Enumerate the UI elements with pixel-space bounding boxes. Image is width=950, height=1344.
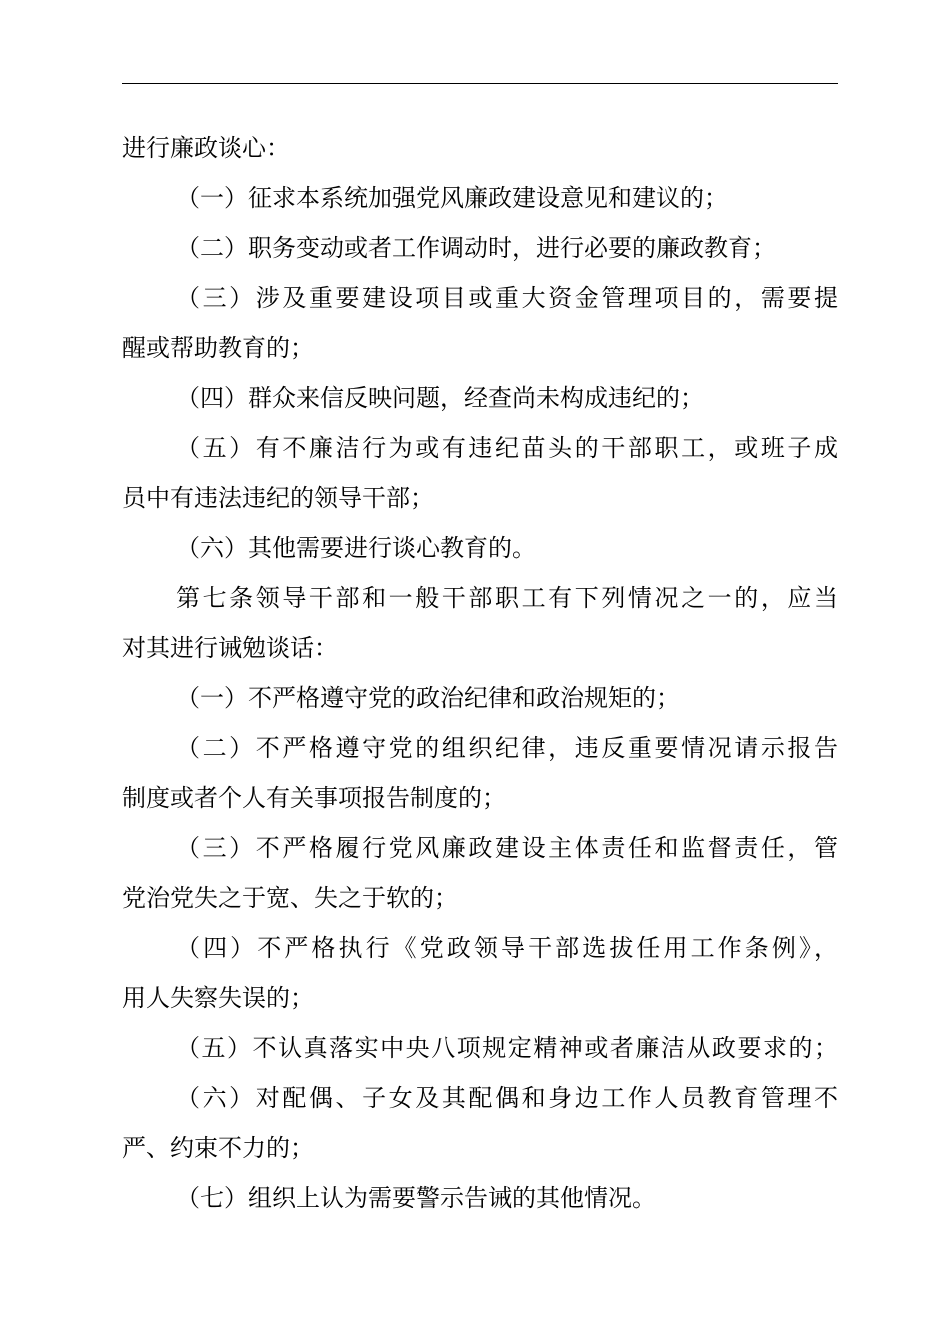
text-line: 员中有违法违纪的领导干部；	[122, 484, 434, 512]
text-line: （六）其他需要进行谈心教育的。	[176, 534, 536, 562]
text-line: （四）群众来信反映问题，经查尚未构成违纪的；	[176, 384, 704, 412]
text-line: 党治党失之于宽、失之于软的；	[122, 884, 458, 912]
text-line: （三）不严格履行党风廉政建设主体责任和监督责任，管	[176, 834, 838, 862]
text-line: （三）涉及重要建设项目或重大资金管理项目的，需要提	[176, 284, 838, 312]
text-line: （四）不严格执行《党政领导干部选拔任用工作条例》，	[176, 934, 838, 962]
text-line: （五）有不廉洁行为或有违纪苗头的干部职工，或班子成	[176, 434, 838, 462]
text-line: 第七条领导干部和一般干部职工有下列情况之一的，应当	[176, 584, 838, 612]
text-line: 用人失察失误的；	[122, 984, 314, 1012]
text-line: 对其进行诫勉谈话：	[122, 634, 338, 662]
text-line: 醒或帮助教育的；	[122, 334, 314, 362]
text-line: （五）不认真落实中央八项规定精神或者廉洁从政要求的；	[176, 1034, 838, 1062]
text-line: 严、约束不力的；	[122, 1134, 314, 1162]
text-line: 制度或者个人有关事项报告制度的；	[122, 784, 506, 812]
text-line: （二）职务变动或者工作调动时，进行必要的廉政教育；	[176, 234, 776, 262]
text-line: （六）对配偶、子女及其配偶和身边工作人员教育管理不	[176, 1084, 838, 1112]
header-rule	[122, 83, 838, 84]
text-line: （一）征求本系统加强党风廉政建设意见和建议的；	[176, 184, 728, 212]
text-line: （一）不严格遵守党的政治纪律和政治规矩的；	[176, 684, 680, 712]
text-line: （七）组织上认为需要警示告诫的其他情况。	[176, 1184, 656, 1212]
text-line: （二）不严格遵守党的组织纪律，违反重要情况请示报告	[176, 734, 838, 762]
text-line: 进行廉政谈心：	[122, 134, 290, 162]
